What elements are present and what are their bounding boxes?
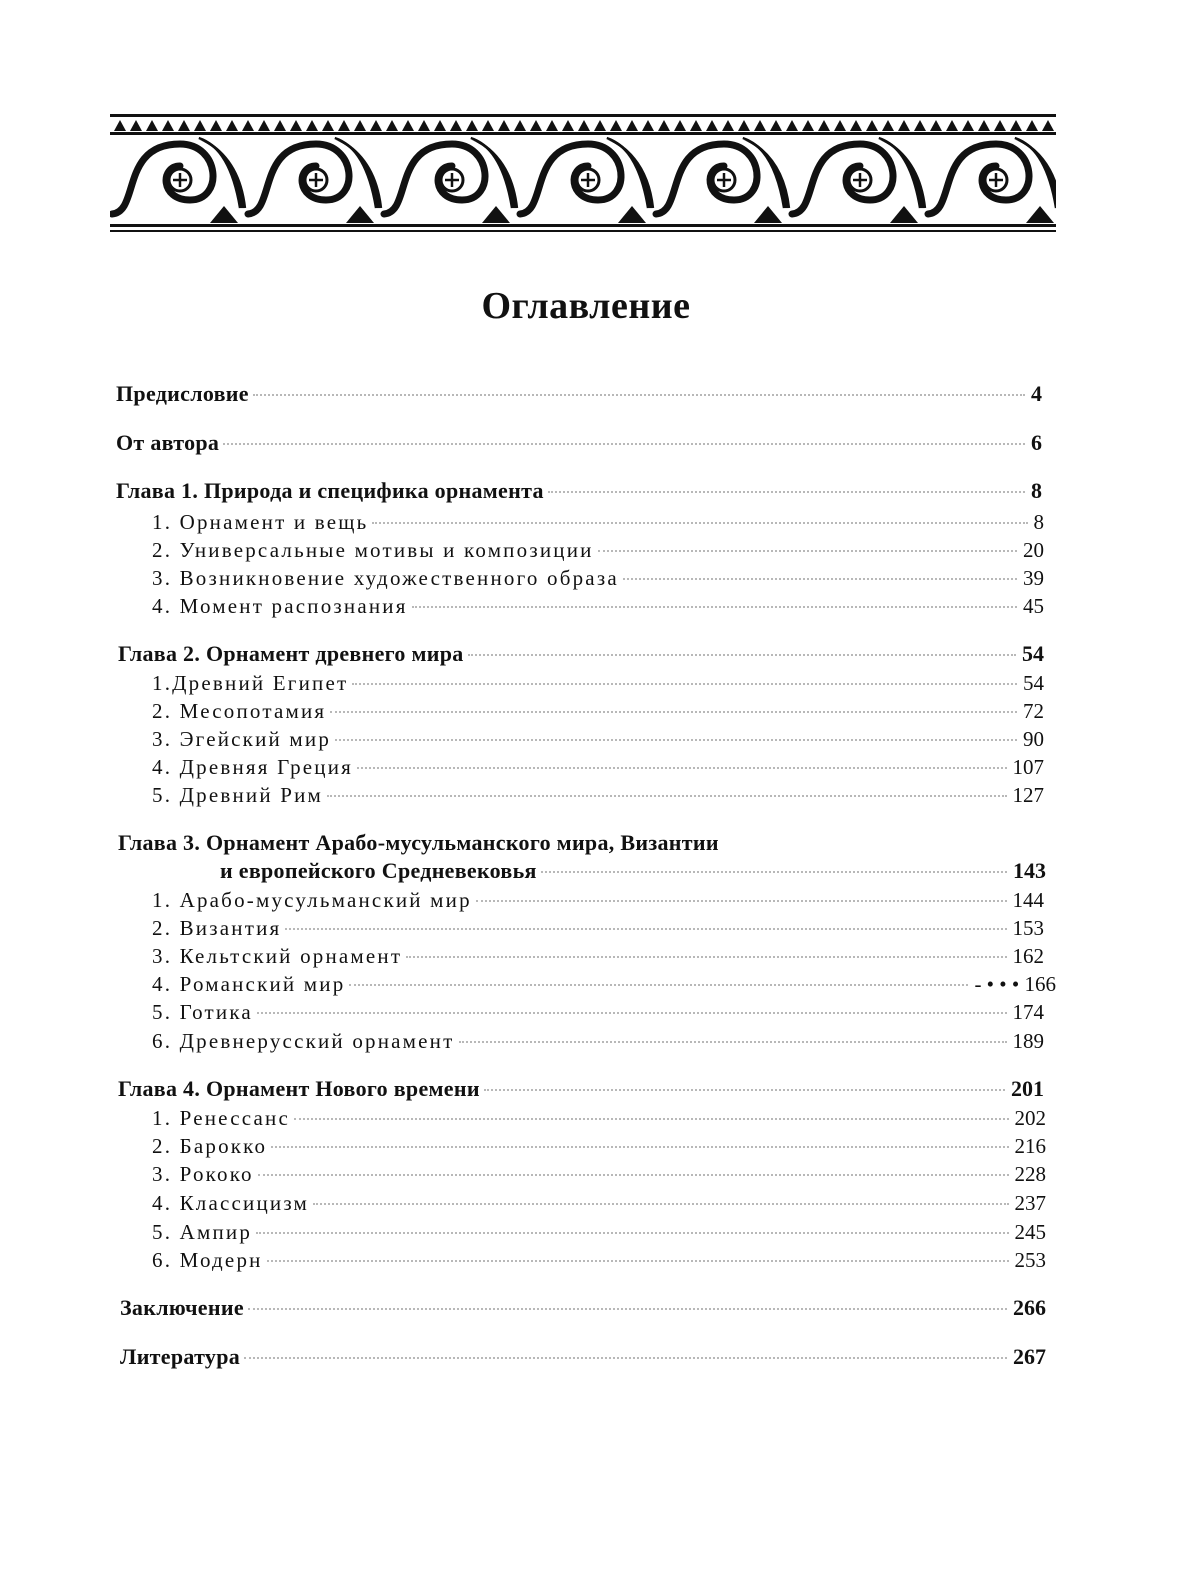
toc-entry-label: 1. Ренессанс (152, 1106, 290, 1130)
toc-entry-page: 39 (1023, 566, 1044, 590)
toc-chapter-3-line-2[interactable] (220, 857, 1046, 885)
toc-section[interactable] (152, 1218, 1046, 1246)
toc-chapter-3-line-1[interactable]: Глава 3. Орнамент Арабо-мусульманского мира, Византии (118, 830, 719, 855)
dot-leader (257, 1012, 1007, 1014)
dot-leader (335, 739, 1017, 741)
toc-entry-label: 4. Древняя Греция (152, 755, 354, 779)
toc-entry-label: 1. Орнамент и вещь (152, 510, 369, 534)
toc-section[interactable] (152, 1160, 1046, 1188)
dot-leader (294, 1118, 1009, 1120)
toc-entry-label: Глава 4. Орнамент Нового времени (118, 1076, 480, 1101)
dot-leader (623, 578, 1017, 580)
toc-entry-page: 90 (1023, 727, 1044, 751)
toc-entry-label: 4. Романский мир (152, 972, 346, 996)
toc-entry-label: Глава 2. Орнамент древнего мира (118, 641, 464, 666)
toc-section[interactable] (152, 564, 1044, 592)
toc-entry-page: 162 (1012, 944, 1044, 968)
toc-section[interactable] (152, 753, 1044, 781)
toc-entry-label: 1.Древний Египет (152, 671, 349, 695)
toc-chapter-4[interactable] (118, 1075, 1044, 1103)
toc-section[interactable] (152, 508, 1044, 536)
toc-entry-page: 72 (1023, 699, 1044, 723)
toc-entry-label: 4. Момент распознания (152, 594, 408, 618)
toc-section[interactable] (152, 725, 1044, 753)
toc-entry-label: 3. Возникновение художественного образа (152, 566, 619, 590)
toc-entry-label: 3. Эгейский мир (152, 727, 332, 751)
toc-section[interactable] (152, 970, 1056, 998)
toc-entry-label: Заключение (120, 1295, 244, 1320)
toc-entry-from-author[interactable] (116, 429, 1042, 457)
dot-leader (313, 1203, 1008, 1205)
dot-leader (541, 871, 1007, 873)
dot-leader (253, 394, 1025, 396)
dot-leader (330, 711, 1017, 713)
toc-entry-page: 144 (1012, 888, 1044, 912)
toc-section[interactable] (152, 914, 1044, 942)
toc-entry-page: 8 (1031, 478, 1042, 503)
toc-entry-page: 4 (1031, 381, 1042, 406)
toc-entry-label: От автора (116, 430, 220, 455)
toc-entry-page: 237 (1014, 1191, 1046, 1215)
toc-section[interactable] (152, 1027, 1044, 1055)
toc-entry-label: 2. Барокко (152, 1134, 268, 1158)
toc-entry-conclusion[interactable] (120, 1294, 1046, 1322)
toc-entry-page: 20 (1023, 538, 1044, 562)
toc-chapter-2[interactable] (118, 640, 1044, 668)
toc-section[interactable] (152, 1246, 1046, 1274)
toc-entry-page: 189 (1012, 1029, 1044, 1053)
toc-entry-label: 3. Рококо (152, 1162, 254, 1186)
toc-entry-label: Литература (120, 1344, 241, 1369)
toc-entry-label: Предисловие (116, 381, 249, 406)
toc-entry-page: 253 (1014, 1248, 1046, 1272)
toc-entry-literature[interactable] (120, 1343, 1046, 1371)
toc-chapter-1[interactable] (116, 477, 1042, 505)
toc-entry-label: 5. Ампир (152, 1220, 253, 1244)
toc-entry-page: 45 (1023, 594, 1044, 618)
toc-entry-page: 201 (1011, 1076, 1044, 1101)
dot-leader (267, 1260, 1009, 1262)
toc-section[interactable] (152, 592, 1044, 620)
dot-leader (244, 1357, 1007, 1359)
toc-entry-page: 54 (1022, 641, 1044, 666)
dot-leader (459, 1041, 1007, 1043)
toc-entry-label: 2. Универсальные мотивы и композиции (152, 538, 594, 562)
dot-leader (372, 522, 1027, 524)
dot-leader (352, 683, 1017, 685)
toc-section[interactable] (152, 942, 1044, 970)
dot-leader (327, 795, 1006, 797)
toc-entry-label: 2. Византия (152, 916, 282, 940)
dot-leader (476, 900, 1007, 902)
toc-entry-page: 127 (1012, 783, 1044, 807)
dot-leader (258, 1174, 1009, 1176)
toc-section[interactable] (152, 1104, 1046, 1132)
toc-entry-page: 107 (1012, 755, 1044, 779)
toc-entry-page: 267 (1013, 1344, 1046, 1369)
page-title: Оглавление (481, 285, 691, 327)
toc-entry-label: 4. Классицизм (152, 1191, 310, 1215)
toc-section[interactable] (152, 697, 1044, 725)
toc-entry-page: - • • • 166 (974, 972, 1056, 996)
toc-entry-page: 202 (1014, 1106, 1046, 1130)
toc-section[interactable] (152, 998, 1044, 1026)
toc-entry-page: 153 (1012, 916, 1044, 940)
toc-section[interactable] (152, 781, 1044, 809)
toc-entry-label: Глава 1. Природа и специфика орнамента (116, 478, 544, 503)
toc-entry-label: 2. Месопотамия (152, 699, 327, 723)
toc-entry-page: 228 (1014, 1162, 1046, 1186)
toc-section[interactable] (152, 669, 1044, 697)
dot-leader (598, 550, 1017, 552)
toc-entry-label: и европейского Средневековья (220, 858, 537, 883)
dot-leader (548, 491, 1025, 493)
toc-section[interactable] (152, 1132, 1046, 1160)
toc-entry-label: 5. Готика (152, 1000, 253, 1024)
dot-leader (285, 928, 1006, 930)
toc-entry-page: 266 (1013, 1295, 1046, 1320)
dot-leader (271, 1146, 1008, 1148)
toc-section[interactable] (152, 536, 1044, 564)
toc-entry-page: 8 (1033, 510, 1044, 534)
toc-entry-page: 174 (1012, 1000, 1044, 1024)
toc-entry-label: 5. Древний Рим (152, 783, 324, 807)
toc-entry-label: 3. Кельтский орнамент (152, 944, 403, 968)
dot-leader (357, 767, 1006, 769)
dot-leader (468, 654, 1016, 656)
toc-entry-preface[interactable] (116, 380, 1042, 408)
dot-leader (223, 443, 1025, 445)
toc-entry-label: 6. Древнерусский орнамент (152, 1029, 455, 1053)
toc-entry-page: 54 (1023, 671, 1044, 695)
toc-section[interactable] (152, 1189, 1046, 1217)
dot-leader (484, 1089, 1005, 1091)
dot-leader (248, 1308, 1007, 1310)
dot-leader (349, 984, 968, 986)
dot-leader (256, 1232, 1008, 1234)
toc-entry-page: 216 (1014, 1134, 1046, 1158)
dot-leader (412, 606, 1017, 608)
toc-entry-page: 245 (1014, 1220, 1046, 1244)
toc-entry-label: 1. Арабо-мусульманский мир (152, 888, 472, 912)
dot-leader (406, 956, 1006, 958)
toc-entry-page: 143 (1013, 858, 1046, 883)
toc-entry-label: 6. Модерн (152, 1248, 263, 1272)
toc-entry-page: 6 (1031, 430, 1042, 455)
toc-section[interactable] (152, 886, 1044, 914)
